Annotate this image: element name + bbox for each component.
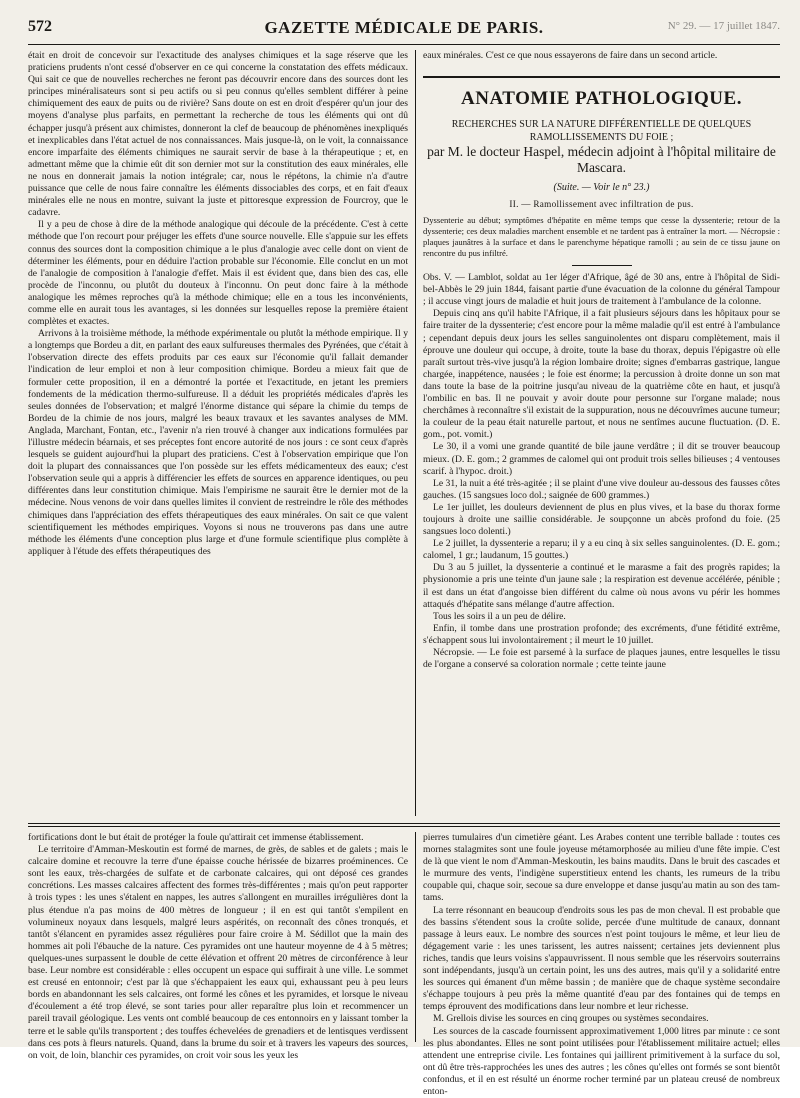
page-header [28, 18, 780, 40]
journal-title: GAZETTE MÉDICALE DE PARIS. [28, 18, 780, 38]
case-summary: Dyssenterie au début; symptômes d'hépatite en même temps que cesse la dyssenterie; retour de la dyssenterie; ces deux maladies marchent ensemble et ne tardent pas à entraîner la mort. — Nécropsie : plaques jaunâtres à la surface et dans le parenchyme hépatique ramolli ; au sein de ce tissu jaune on rencontre du pus infiltré. [423, 215, 780, 259]
column-right [423, 50, 780, 816]
paragraph: était en droit de concevoir sur l'exactitude des analyses chimiques et la sage réserve que les praticiens prudents n'ont cessé d'observer en ce qui concerne la constatation des effets médicaux. Qui sait ce que de nouvelles recherches ne feront pas découvrir encore dans des sources dont les principes minéralisateurs sont si peu actifs ou si peu connus qu'elles semblent différer à peine chimiquement des eaux de puits ou de rivière? Sans doute on est en droit d'espérer qu'un jour des moyens d'analyse plus parfaits, en permettant la recherche de tous les éléments qui ont dû échapper jusqu'à présent aux chimistes, donneront la clef de beaucoup de phénomènes inexpliqués et inexplicables dans l'état actuel de nos connaissances. Mais jusque-là, on le voit, la connaissance encore imparfaite des éléments chimiques ne saurait servir de base à la thérapeutique ; et, en admettant même que la chimie eût dit son dernier mot sur la constitution des eaux minérales, elle ne nous en donnerait jamais la notion intégrale; car, nous le répétons, la chimie n'a d'autre puissance que celle de nous faire connaître les éléments dissociables des corps, et en fait d'eaux minérales elle ne nous en montre, suivant la juste et pittoresque expression de Fourcroy, que le cadavre. [28, 50, 408, 219]
paragraph: eaux minérales. C'est ce que nous essayerons de faire dans un second article. [423, 50, 780, 62]
paragraph: Il y a peu de chose à dire de la méthode analogique qui découle de la précédente. C'est à cette méthode que l'on recourt pour préjuger les effets d'une source nouvelle. Elle s'appuie sur les effets connus des sources dont la composition chimique a le plus d'analogie avec celle dont on vient de déterminer les éléments, pour en déduire l'action probable sur l'économie. Elle conclut en un mot de l'analogie de composition à l'analogie d'effet. Mais il est évident que, dans bien des cas, elle procède de l'inconnu, ou plutôt du douteux à l'inconnu. On peut donc faire à la méthode analogique les mêmes reproches qu'à la méthode chimique; elle en a tous les inconvénients, comme elle en aurait tous les avantages, si les données sur lesquelles repose la première étaient complètes et exactes. [28, 219, 408, 328]
paragraph: Obs. V. — Lamblot, soldat au 1er léger d'Afrique, âgé de 30 ans, entre à l'hôpital de Sidi-bel-Abbès le 29 juin 1844, faisant partie d'une évacuation de la colonne du général Tampour ; il accuse vingt jours de maladie et huit jours de traitement à l'ambulance de la colonne. [423, 272, 780, 308]
paragraph: Du 3 au 5 juillet, la dyssenterie a continué et le marasme a fait des progrès rapides; la physionomie a pris une teinte d'un jaune sale ; la respiration est devenue accélérée, pénible ; il est dans un état d'angoisse bien différent du calme où nous avons vu périr les hommes attaqués d'hépatite sans mélange d'autre affection. [423, 562, 780, 610]
paragraph: Le 31, la nuit a été très-agitée ; il se plaint d'une vive douleur au-dessous des fausses côtes gauches. (15 sangsues loco dol.; saignée de 600 grammes.) [423, 478, 780, 502]
paragraph: Enfin, il tombe dans une prostration profonde; des excréments, d'une fétidité extrême, s'échappent sous lui involontairement ; il meurt le 10 juillet. [423, 623, 780, 647]
article-title: RECHERCHES SUR LA NATURE DIFFÉRENTIELLE DE QUELQUES RAMOLLISSEMENTS DU FOIE ; [423, 118, 780, 144]
column-divider [415, 832, 416, 1042]
paragraph: Le territoire d'Amman-Meskoutin est formé de marnes, de grès, de sables et de galets ; mais le calcaire domine et recouvre la terre d'une épaisse couche hérissée de bizarres proéminences. Ce sont les eaux, très-chargées de sulfate et de carbonate calcaires, qui ont déposé ces grandes concrétions. Les masses calcaires affectent des formes très-différentes ; mais qu'on peut rapporter à trois types : les unes s'étalent en nappes, les autres s'allongent en murailles irrégulières dont la plus étendue n'a pas moins de 400 mètres de longueur ; il en est qui tantôt s'empilent en volumineux noyaux dans lesquels, malgré leurs aspérités, on reconnaît des cônes tronqués, et tantôt s'élancent en pyramides assez régulières pour faire croire à M. Sédillot que la main des hommes ait poli l'ébauche de la nature. Ces pyramides ont une hauteur moyenne de 4 à 5 mètres; quelques-unes surpassent le double de cette élévation et offrent 20 mètres de circonférence à leur base. Leur nombre est considérable : elles occupent un espace qui suffirait à une ville. Le sommet est creusé en entonnoir; c'est par là que s'échappaient les eaux qui, exhaussant peu à peu leurs bords en abandonnant les sels calcaires, ont formé les cônes et les pyramides, et lorsque le niveau d'écoulement a été trop élevé, se sont taries pour aller reparaître plus loin et recommencer un pareil travail géologique. Les vents ont comblé beaucoup de ces entonnoirs en y laissant tomber la terre et le sable qu'ils transportent ; des touffes échevelées de grenadiers et de lentisques verdissent dans ces pots à fleurs naturels. Quand, dans la brume du soir et à travers les vapeurs des sources, on voit, de loin, blanchir ces pyramides, on croit voir sous les yeux les [28, 844, 408, 1062]
small-rule [572, 265, 632, 266]
paragraph: Le 30, il a vomi une grande quantité de bile jaune verdâtre ; il dit se trouver beaucoup mieux. (D. E. gom.; 2 grammes de calomel qui ont produit trois selles bilieuses ; 4 ventouses scarif. à l'hypoc. droit.) [423, 441, 780, 477]
continuation-note: (Suite. — Voir le n° 23.) [423, 182, 780, 193]
section-rule [423, 76, 780, 78]
paragraph: pierres tumulaires d'un cimetière géant. Les Arabes content une terrible ballade : toutes ces mornes stalagmites sont une foule joyeuse métamorphosée au milieu d'une fête impie. C'est de là que vient le nom d'Amman-Meskoutin, les bains maudits. Dans le bruit des cascades et le murmure des vents, l'indigène superstitieux entend les chants, les rumeurs de la tribu coupable qui, chaque soir, secoue sa dure enveloppe et danse jusqu'au matin au son des tam-tams. [423, 832, 780, 905]
paragraph: La terre résonnant en beaucoup d'endroits sous les pas de mon cheval. Il est probable que des bassins s'étendent sous la croûte solide, percée d'une multitude de canaux, donnant passage à leurs eaux. Le nombre des sources n'est point toujours le même, et leur lieu de dégagement varie : les unes tarissent, les autres naissent; certaines jets deviennent plus riches, tandis que leurs voisins s'appauvrissent. Il nous semble que les réservoirs souterrains sont indépendants, jusqu'à un certain point, les uns des autres, mais qu'il y a solidarité entre les sources qui émanent d'un même bassin ; de manière que de chaque système secondaire s'échappe toujours à peu près la même quantité d'eau par des fontaines qui de temps en temps éprouvent des modifications dans leur nombre et leur richesse. [423, 905, 780, 1014]
paragraph: Les sources de la cascade fournissent approximativement 1,000 litres par minute : ce sont les plus abondantes. Elles ne sont point utilisées pour l'établissement militaire actuel; elles attendent une entreprise civile. Les fontaines qui jaillirent primitivement à la surface du sol, ont dû être très-rapprochées les unes des autres ; les cônes qu'elles ont formés se sont bientôt confondus, et il en est résulté un énorme rocher terminé par un plateau creusé de nombreux enton- [423, 1026, 780, 1098]
paragraph: Le 1er juillet, les douleurs deviennent de plus en plus vives, et la base du thorax forme toujours à droite une saillie considérable. Je soupçonne un abcès profond du foie. (25 sangsues loco dolenti.) [423, 502, 780, 538]
feuilleton-rule [28, 823, 780, 824]
issue-stamp: N° 29. — 17 juillet 1847. [668, 20, 780, 32]
feuilleton-rule-double [28, 826, 780, 827]
paragraph: Nécropsie. — Le foie est parsemé à la surface de plaques jaunes, entre lesquelles le tissu de l'organe a conservé sa coloration normale ; cette teinte jaune [423, 647, 780, 671]
column-left [28, 50, 408, 816]
page-number: 572 [28, 18, 52, 36]
feuilleton-left [28, 832, 408, 1042]
paragraph: Tous les soirs il a un peu de délire. [423, 611, 780, 623]
paragraph: Depuis cinq ans qu'il habite l'Afrique, il a fait plusieurs séjours dans les hôpitaux pour se faire traiter de la dyssenterie; c'est encore pour la même maladie qu'il est entré à l'ambulance ; cependant depuis deux jours les selles sanguinolentes ont disparu complètement, mais il éprouve une douleur qui occupe, à droite, toute la base du thorax, depuis l'épigastre où elle paraît surtout très-vive jusqu'à la région lombaire droite; signes d'embarras gastrique, langue chargée, inappétence, nausées ; le foie est énorme; la percussion à droite donne un son mat dans toute la base de la poitrine jusqu'au niveau de la quatrième côte en haut, et jusqu'à l'ombilic en bas. Il ne pouvait y avoir doute pour personne sur l'organe malade; nous cherchâmes à reconnaître s'il existait de la suppuration, nous ne découvrîmes aucune tumeur; la couleur de la peau était naturelle partout, et nous ne sentîmes aucune fluctuation. (D. E. gom., pot. vomit.) [423, 308, 780, 441]
column-divider [415, 50, 416, 816]
part-heading: II. — Ramollissement avec infiltration de pus. [423, 199, 780, 209]
paragraph: Le 2 juillet, la dyssenterie a reparu; il y a eu cinq à six selles sanguinolentes. (D. E. gom.; calomel, 1 gr.; laudanum, 15 gouttes.) [423, 538, 780, 562]
paragraph: fortifications dont le but était de protéger la foule qu'attirait cet immense établissement. [28, 832, 408, 844]
feuilleton-right [423, 832, 780, 1042]
article-author: par M. le docteur Haspel, médecin adjoint à l'hôpital militaire de Mascara. [423, 144, 780, 176]
section-title: ANATOMIE PATHOLOGIQUE. [423, 88, 780, 110]
header-rule [28, 44, 780, 45]
paragraph: Arrivons à la troisième méthode, la méthode expérimentale ou plutôt la méthode empirique. Il y a longtemps que Bordeu a dit, en parlant des eaux sulfureuses thermales des Pyrénées, que c'était à l'observation directe des effets produits par ces eaux sur l'économie qu'il fallait demander l'indication de leur emploi et non à leur composition chimique. Bordeu a mieux fait que de formuler cette proposition, il en a démontré la portée et l'exactitude, en jetant les premiers fondements de la médication thermo-sulfureuse. Il a déduit les propriétés médicales d'après les seules données de l'observation; et malgré l'énorme distance qui sépare la chimie du temps de Bordeu de la chimie de nos jours, malgré les beaux travaux et les savantes analyses de MM. Anglada, Marchant, Fontan, etc., l'avenir n'a rien trouvé à changer aux indications formulées par l'illustre médecin béarnais, et ses préceptes font encore autorité de nos jours : ce sont ceux d'après lesquels se guident aujourd'hui la plupart des praticiens. C'est à l'observation empirique que l'on doit la plupart des connaissances que l'on possède sur les effets médicamenteux des eaux; c'est l'observation seule qui a appris à différencier les effets de sources en apparence identiques, ou peu différentes dans leur constitution chimique. Mais l'empirisme ne saurait être le dernier mot de la médecine. Nous venons de voir dans quelles limites il convient de restreindre le rôle des méthodes chimiques dans l'appréciation des effets thérapeutiques des eaux minérales. On sait ce que valent scientifiquement les méthodes empiriques. Voyons si nous ne trouverons pas dans une autre méthode les éléments d'une conception plus large et d'une formule scientifique plus complète à appliquer à l'étude des effets thérapeutiques des [28, 328, 408, 558]
paragraph: M. Grellois divise les sources en cinq groupes ou systèmes secondaires. [423, 1013, 780, 1025]
